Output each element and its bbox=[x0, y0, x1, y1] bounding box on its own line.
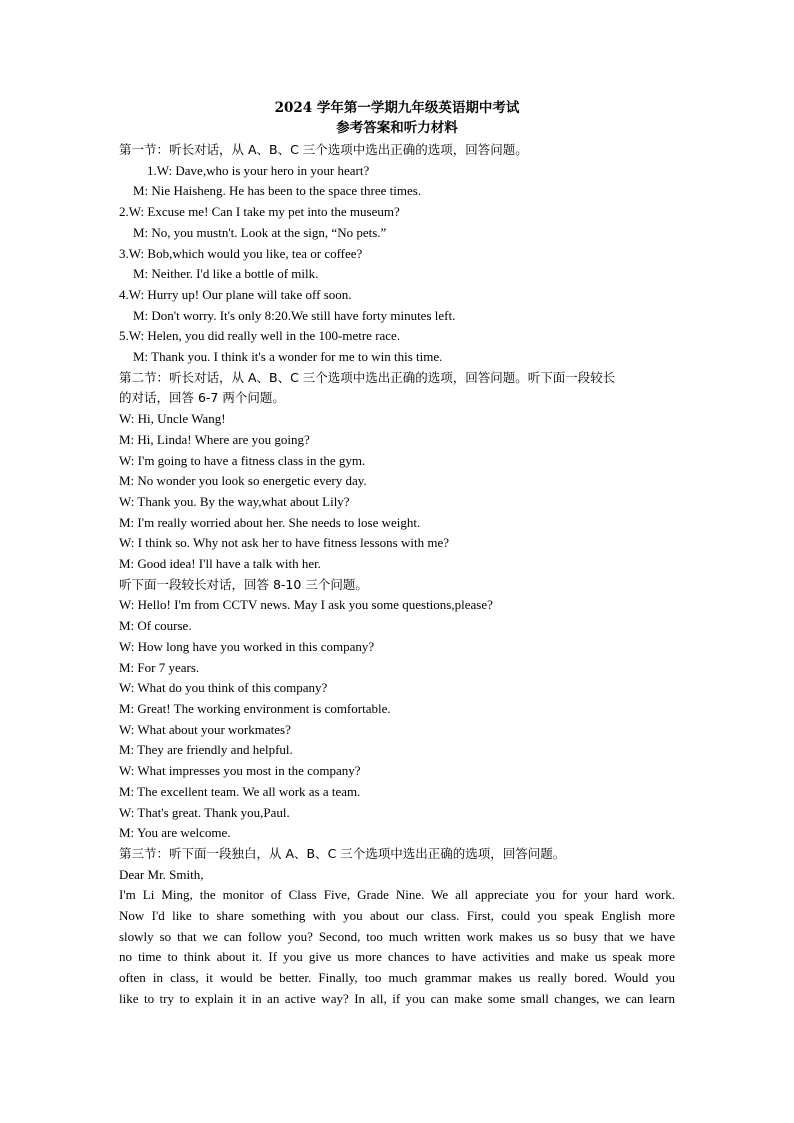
section3-heading: 第三节：听下面一段独白，从 A、B、C 三个选项中选出正确的选项，回答问题。 bbox=[119, 845, 566, 861]
letter-paragraph-line: often in class, it would be better. Finally, too much grammar makes us really bored. Would you bbox=[119, 970, 675, 986]
dialog-line: M: They are friendly and helpful. bbox=[119, 742, 293, 758]
dialog-line: M: Hi, Linda! Where are you going? bbox=[119, 431, 310, 447]
dialog-line: 4.W: Hurry up! Our plane will take off soon. bbox=[119, 286, 352, 302]
dialog-line: M: Thank you. I think it's a wonder for me to win this time. bbox=[133, 349, 443, 365]
page-subtitle: 参考答案和听力材料 bbox=[336, 120, 458, 136]
dialog-line: M: For 7 years. bbox=[119, 659, 200, 675]
dialog-line: 3.W: Bob,which would you like, tea or coffee? bbox=[119, 245, 363, 261]
section2-heading-cont: 的对话，回答 6-7 两个问题。 bbox=[119, 390, 285, 406]
dialog-line: 1.W: Dave,who is your hero in your heart? bbox=[147, 162, 370, 178]
section2-subheading: 听下面一段较长对话，回答 8-10 三个问题。 bbox=[119, 576, 368, 592]
dialog-line: 5.W: Helen, you did really well in the 100-metre race. bbox=[119, 328, 401, 344]
dialog-line: M: Don't worry. It's only 8:20.We still have forty minutes left. bbox=[133, 307, 456, 323]
dialog-line: W: What impresses you most in the company? bbox=[119, 763, 361, 779]
letter-paragraph-line: slowly so that we can follow you? Second, too much written work makes us so busy that we have bbox=[119, 928, 675, 944]
dialog-line: M: Great! The working environment is comfortable. bbox=[119, 700, 391, 716]
dialog-line: M: No wonder you look so energetic every day. bbox=[119, 473, 367, 489]
dialog-line: W: Thank you. By the way,what about Lily? bbox=[119, 493, 350, 509]
letter-paragraph-line: no time to think about it. If you give us more chances to have activities and make us speak more bbox=[119, 949, 675, 965]
dialog-line: M: No, you mustn't. Look at the sign, “No pets.” bbox=[133, 224, 387, 240]
dialog-line: 2.W: Excuse me! Can I take my pet into the museum? bbox=[119, 204, 400, 220]
dialog-line: M: Good idea! I'll have a talk with her. bbox=[119, 556, 321, 572]
dialog-line: W: Hi, Uncle Wang! bbox=[119, 411, 226, 427]
dialog-line: W: That's great. Thank you,Paul. bbox=[119, 804, 290, 820]
dialog-line: W: How long have you worked in this company? bbox=[119, 638, 375, 654]
dialog-line: W: I'm going to have a fitness class in the gym. bbox=[119, 452, 366, 468]
dialog-line: W: Hello! I'm from CCTV news. May I ask you some questions,please? bbox=[119, 597, 493, 613]
page-title: 2024 学年第一学期九年级英语期中考试 bbox=[274, 100, 520, 116]
letter-paragraph-line: like to try to explain it in an active way? In all, if you can make some small changes, we can learn bbox=[119, 990, 675, 1006]
dialog-line: W: I think so. Why not ask her to have fitness lessons with me? bbox=[119, 535, 450, 551]
dialog-line: M: The excellent team. We all work as a team. bbox=[119, 783, 361, 799]
letter-salutation: Dear Mr. Smith, bbox=[119, 866, 204, 882]
section2-heading: 第二节：听长对话，从 A、B、C 三个选项中选出正确的选项，回答问题。听下面一段较长 bbox=[119, 369, 616, 385]
letter-paragraph-line: Now I'd like to share something with you about our class. First, could you speak English more bbox=[119, 908, 675, 924]
dialog-line: M: Neither. I'd like a bottle of milk. bbox=[133, 266, 319, 282]
dialog-line: W: What do you think of this company? bbox=[119, 680, 328, 696]
dialog-line: M: I'm really worried about her. She needs to lose weight. bbox=[119, 514, 421, 530]
letter-paragraph-line: I'm Li Ming, the monitor of Class Five, Grade Nine. We all appreciate you for your hard work. bbox=[119, 887, 675, 903]
section1-heading: 第一节：听长对话，从 A、B、C 三个选项中选出正确的选项，回答问题。 bbox=[119, 142, 528, 157]
dialog-line: M: You are welcome. bbox=[119, 825, 231, 841]
document-body bbox=[119, 140, 675, 1010]
dialog-line: M: Of course. bbox=[119, 618, 192, 634]
dialog-line: M: Nie Haisheng. He has been to the space three times. bbox=[133, 183, 422, 199]
dialog-line: W: What about your workmates? bbox=[119, 721, 291, 737]
